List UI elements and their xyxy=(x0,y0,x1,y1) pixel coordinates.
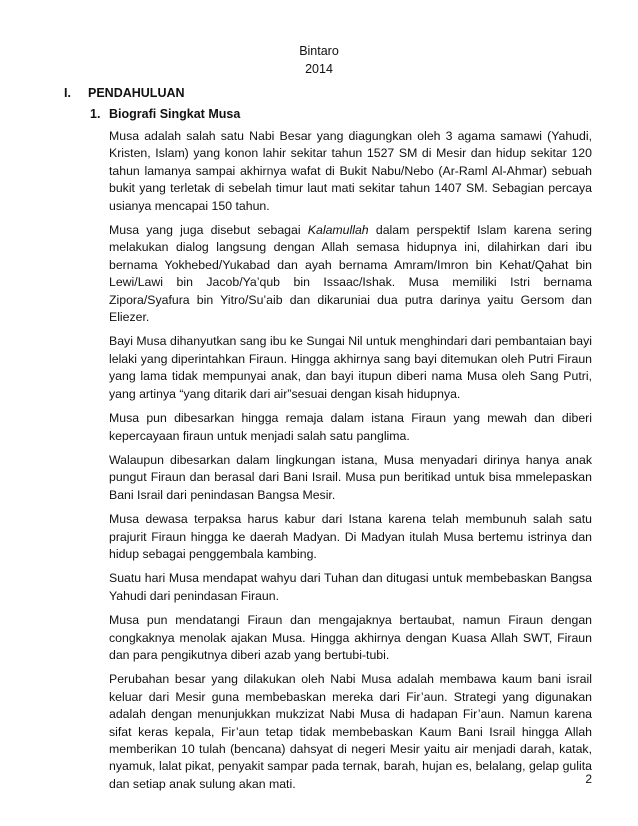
paragraph-part: Musa yang juga disebut sebagai xyxy=(109,223,308,238)
paragraph: Perubahan besar yang dilakukan oleh Nabi Musa adalah membawa kaum bani israil keluar dari Mesir guna membebaskan mereka dari Fir’aun. Strategi yang digunakan adalah dengan menunjukkan mukzizat Nabi Musa di hadapan Fir’aun. Namun karena sifat keras kepala, Fir’aun tetap tidak membebaskan Kaum Bani Israil hingga Allah memberikan 10 tulah (bencana) dahsyat di negeri Mesir yaitu air menjadi darah, katak, nyamuk, lalat pikat, penyakit sampar pada ternak, barah, hujan es, belalang, gelap gulita dan setiap anak sulung akan mati. xyxy=(109,672,592,791)
section-title: PENDAHULUAN xyxy=(88,86,185,100)
page-number: 2 xyxy=(585,772,592,786)
paragraph: Walaupun dibesarkan dalam lingkungan istana, Musa menyadari dirinya hanya anak pungut Firaun dan berasal dari Bani Israil. Musa pun beritikad untuk bisa mmelepaskan Bani Israil dari penindasan Bangsa Mesir. xyxy=(109,452,592,502)
subsection-heading xyxy=(90,107,240,121)
paragraph: Bayi Musa dihanyutkan sang ibu ke Sungai Nil untuk menghindari dari pembantaian bayi lelaki yang diperintahkan Firaun. Hingga akhirnya sang bayi ditemukan oleh Putri Firaun yang lama tidak mempunyai anak, dan bayi itupun diberi nama Musa oleh Sang Putri, yang artinya “yang ditarik dari air”sesuai dengan kisah hidupnya. xyxy=(109,334,592,401)
section-number: I. xyxy=(64,86,71,100)
subsection-title: Biografi Singkat Musa xyxy=(109,107,241,121)
paragraph-part: dalam perspektif Islam karena sering melakukan dialog langsung dengan Allah semasa hidupnya ini, dilahirkan dari ibu bernama Yokhebed/Yukabad dan ayah bernama Amram/Imron bin Kehat/Qahat bin Lewi/Lawi bin Jacob/Ya’qub bin Issaac/Ishak. Musa memiliki Istri bernama Zipora/Syafura bin Yitro/Su’aib dan dikaruniai dua putra darinya yaitu Gersom dan Eliezer. xyxy=(109,223,592,325)
paragraph xyxy=(109,222,592,326)
body-text xyxy=(109,128,592,800)
paragraph: Musa dewasa terpaksa harus kabur dari Istana karena telah membunuh salah satu prajurit Firaun hingga ke daerah Madyan. Di Madyan itulah Musa bertemu istrinya dan hidup sebagai penggembala kambing. xyxy=(109,512,592,561)
paragraph: Musa pun mendatangi Firaun dan mengajaknya bertaubat, namun Firaun dengan congkaknya menolak ajakan Musa. Hingga akhirnya dengan Kuasa Allah SWT, Firaun dan para pengikutnya diberi azab yang bertubi-tubi. xyxy=(109,613,592,662)
section-heading xyxy=(64,86,185,100)
header-year: 2014 xyxy=(305,62,333,76)
paragraph: Musa adalah salah satu Nabi Besar yang diagungkan oleh 3 agama samawi (Yahudi, Kristen, Islam) yang konon lahir sekitar tahun 1527 SM di Mesir dan hidup sekitar 120 tahun lamanya sampai akhirnya wafat di Bukit Nabu/Nebo (Ar-Raml Al-Ahmar) sebuah bukit yang terletak di sebelah timur laut mati sekitar tahun 1407 SM. Sebagian percaya usianya mencapai 150 tahun. xyxy=(109,129,592,213)
paragraph-italic-term: Kalamullah xyxy=(307,223,369,238)
paragraph: Musa pun dibesarkan hingga remaja dalam istana Firaun yang mewah dan diberi kepercayaan firaun untuk menjadi salah satu panglima. xyxy=(109,411,592,443)
paragraph: Suatu hari Musa mendapat wahyu dari Tuhan dan ditugasi untuk membebaskan Bangsa Yahudi dari penindasan Firaun. xyxy=(109,571,592,603)
subsection-number: 1. xyxy=(90,107,101,121)
header-location: Bintaro xyxy=(299,44,339,58)
